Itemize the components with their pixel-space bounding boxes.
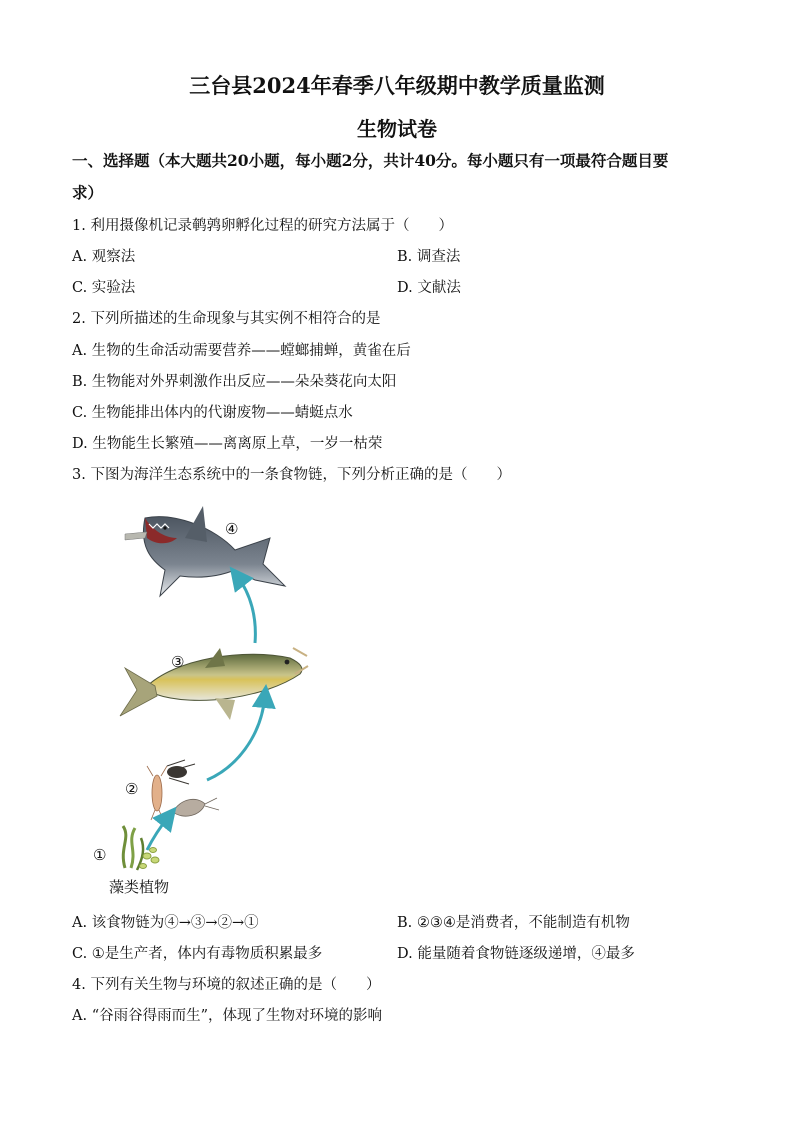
shark-illustration bbox=[125, 506, 285, 596]
arrow-zooplankton-to-fish bbox=[207, 696, 265, 780]
q2-option-c[interactable]: C. 生物能排出体内的代谢废物——蜻蜓点水 bbox=[72, 405, 353, 421]
label-1: ① bbox=[93, 846, 107, 864]
q3-option-a[interactable]: A. 该食物链为④→③→②→① bbox=[72, 915, 259, 931]
label-2: ② bbox=[125, 780, 139, 798]
q1-option-a[interactable]: A. 观察法 bbox=[72, 249, 136, 265]
q3-option-c[interactable]: C. ①是生产者，体内有毒物质积累最多 bbox=[72, 946, 323, 962]
label-3: ③ bbox=[171, 653, 185, 671]
q1-stem: 1. 利用摄像机记录鹌鹑卵孵化过程的研究方法属于（ ） bbox=[72, 218, 453, 234]
zooplankton-illustration bbox=[147, 760, 219, 820]
q1-option-d[interactable]: D. 文献法 bbox=[397, 280, 461, 296]
q4-stem: 4. 下列有关生物与环境的叙述正确的是（ ） bbox=[72, 977, 381, 993]
food-chain-figure bbox=[85, 498, 315, 898]
q2-stem: 2. 下列所描述的生命现象与其实例不相符合的是 bbox=[72, 311, 381, 327]
q3-stem: 3. 下图为海洋生态系统中的一条食物链，下列分析正确的是（ ） bbox=[72, 467, 511, 483]
q4-option-a[interactable]: A. “谷雨谷得雨而生”，体现了生物对环境的影响 bbox=[72, 1008, 383, 1024]
q1-option-b[interactable]: B. 调查法 bbox=[397, 249, 461, 265]
q2-option-a[interactable]: A. 生物的生命活动需要营养——螳螂捕蝉，黄雀在后 bbox=[72, 343, 411, 359]
q2-option-b[interactable]: B. 生物能对外界刺激作出反应——朵朵葵花向太阳 bbox=[72, 374, 397, 390]
q3-option-b[interactable]: B. ②③④是消费者，不能制造有机物 bbox=[397, 915, 630, 931]
q1-option-c[interactable]: C. 实验法 bbox=[72, 280, 136, 296]
section-heading-line1: 一、选择题（本大题共20小题，每小题2分，共计40分。每小题只有一项最符合题目要 bbox=[72, 151, 669, 170]
page-title: 三台县2024年春季八年级期中教学质量监测 bbox=[189, 73, 605, 98]
page-subtitle: 生物试卷 bbox=[357, 117, 437, 141]
arrow-algae-to-zooplankton bbox=[147, 816, 169, 850]
q2-option-d[interactable]: D. 生物能生长繁殖——离离原上草，一岁一枯荣 bbox=[72, 436, 383, 452]
q3-option-d[interactable]: D. 能量随着食物链逐级递增，④最多 bbox=[397, 946, 635, 962]
label-4: ④ bbox=[225, 520, 239, 538]
algae-label: 藻类植物 bbox=[109, 878, 170, 896]
food-chain-illustration bbox=[85, 498, 315, 898]
arrow-fish-to-shark bbox=[237, 576, 255, 643]
fish-illustration bbox=[120, 648, 308, 720]
algae-illustration bbox=[123, 826, 159, 870]
section-heading-line2: 求） bbox=[72, 183, 104, 202]
